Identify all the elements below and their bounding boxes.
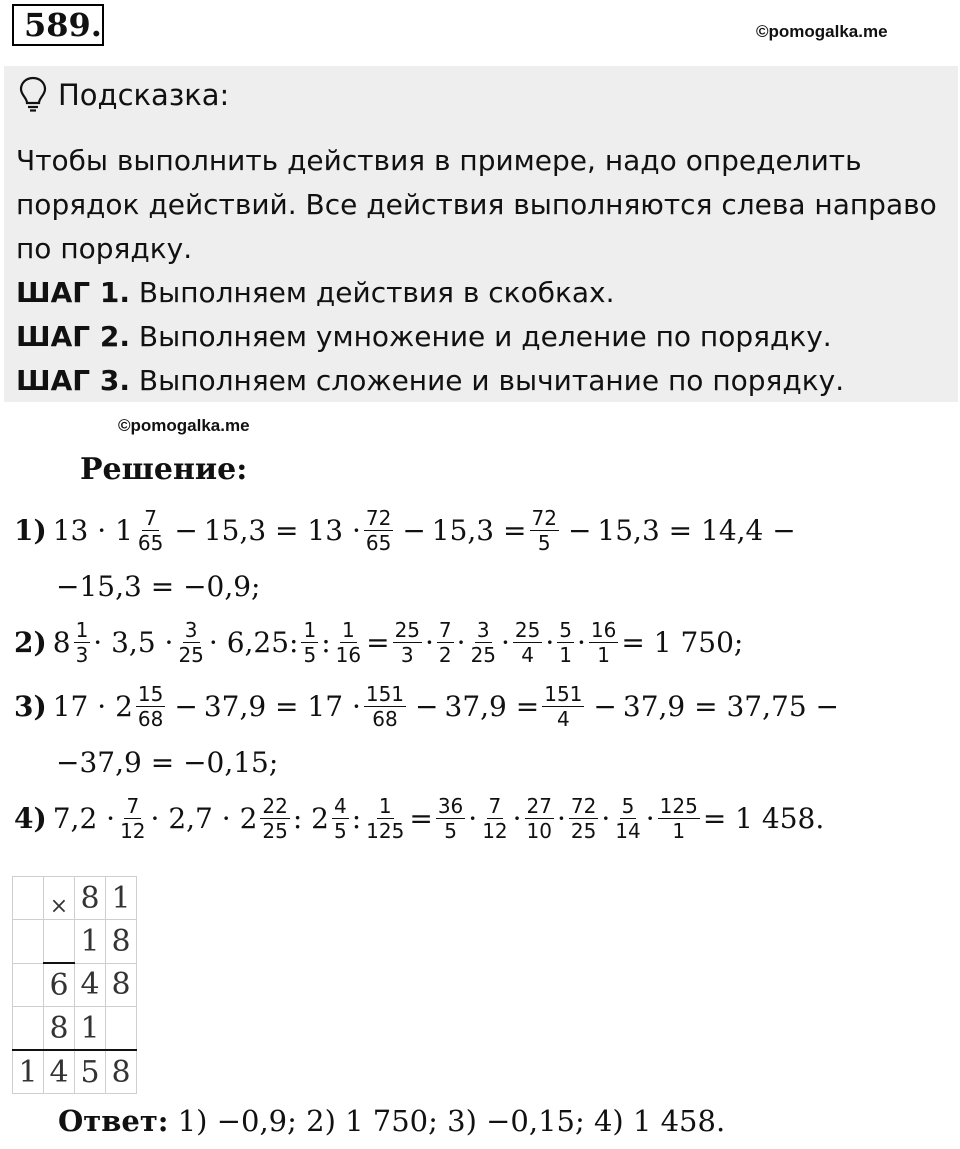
solution-title: Решение:: [80, 452, 248, 487]
grid-cell: 4: [75, 963, 106, 1007]
hint-line-3: по порядку.: [16, 232, 193, 265]
grid-cell: [44, 920, 75, 964]
solution-1-cont: −15,3 = −0,9;: [56, 569, 261, 603]
lightbulb-icon: [18, 76, 48, 112]
answer-label: Ответ:: [58, 1104, 169, 1138]
watermark-top: ©pomogalka.me: [756, 22, 888, 41]
grid-cell: 8: [75, 877, 106, 920]
grid-cell: 6: [44, 963, 75, 1007]
hint-step-1: ШАГ 1. Выполняем действия в скобках.: [16, 276, 615, 309]
grid-cell: 8: [106, 920, 137, 964]
problem-number: 589.: [12, 4, 104, 46]
solution-3-cont: −37,9 = −0,15;: [56, 745, 279, 779]
hint-line-1: Чтобы выполнить действия в примере, надо определить: [16, 144, 862, 177]
hint-line-2: порядок действий. Все действия выполняются слева направо: [16, 188, 937, 221]
grid-cell: 8: [106, 1050, 137, 1094]
grid-cell: [13, 1007, 44, 1051]
solution-3: 3) 17 · 2 $\frac{15}{68}$ − 37,9 = 17 · $\frac{151}{68}$ − 37,9 = $\frac{151}{4}$ − 37,9 = 37,75 −: [14, 681, 840, 731]
grid-cell: 1: [106, 877, 137, 920]
grid-cell: 5: [75, 1050, 106, 1094]
hint-step-3: ШАГ 3. Выполняем сложение и вычитание по порядку.: [16, 364, 845, 397]
grid-cell: 8: [106, 963, 137, 1007]
solution-2: 2) 8 $\frac{1}{3}$ · 3,5 · $\frac{3}{25}$ · 6,25: $\frac{1}{5}$ : $\frac{1}{16}$ = $\frac{25}{3}$ · $\frac{7}{2}$ · $\frac{3}{25}$ · $\frac{25}{4}$ · $\frac{5}{1}$ · $\frac{16}{1}$ = 1 750;: [14, 617, 744, 667]
times-sign: ×: [44, 877, 75, 920]
column-multiplication: [12, 876, 137, 1094]
grid-cell: 1: [75, 1007, 106, 1051]
grid-cell: [13, 877, 44, 920]
grid-cell: 4: [44, 1050, 75, 1094]
hint-step-2: ШАГ 2. Выполняем умножение и деление по порядку.: [16, 320, 832, 353]
grid-cell: 1: [13, 1050, 44, 1094]
grid-cell: 8: [44, 1007, 75, 1051]
hint-title: Подсказка:: [58, 78, 230, 112]
solution-1: 1) 13 · 1 $\frac{7}{65}$ − 15,3 = 13 · $\frac{72}{65}$ − 15,3 = $\frac{72}{5}$ − 15,3 = 14,4 −: [14, 505, 796, 555]
grid-cell: [106, 1007, 137, 1051]
grid-cell: [13, 963, 44, 1007]
answer-text: 1) −0,9; 2) 1 750; 3) −0,15; 4) 1 458.: [168, 1104, 726, 1138]
answer: [58, 1104, 725, 1138]
grid-cell: [13, 920, 44, 964]
watermark-middle: ©pomogalka.me: [118, 416, 250, 435]
grid-cell: 1: [75, 920, 106, 964]
solution-4: 4) 7,2 · $\frac{7}{12}$ · 2,7 · 2 $\frac{22}{25}$ : 2 $\frac{4}{5}$ : $\frac{1}{125}$ = $\frac{36}{5}$ · $\frac{7}{12}$ · $\frac{27}{10}$ · $\frac{72}{25}$ · $\frac{5}{14}$ · $\frac{125}{1}$ = 1 458.: [14, 793, 825, 843]
